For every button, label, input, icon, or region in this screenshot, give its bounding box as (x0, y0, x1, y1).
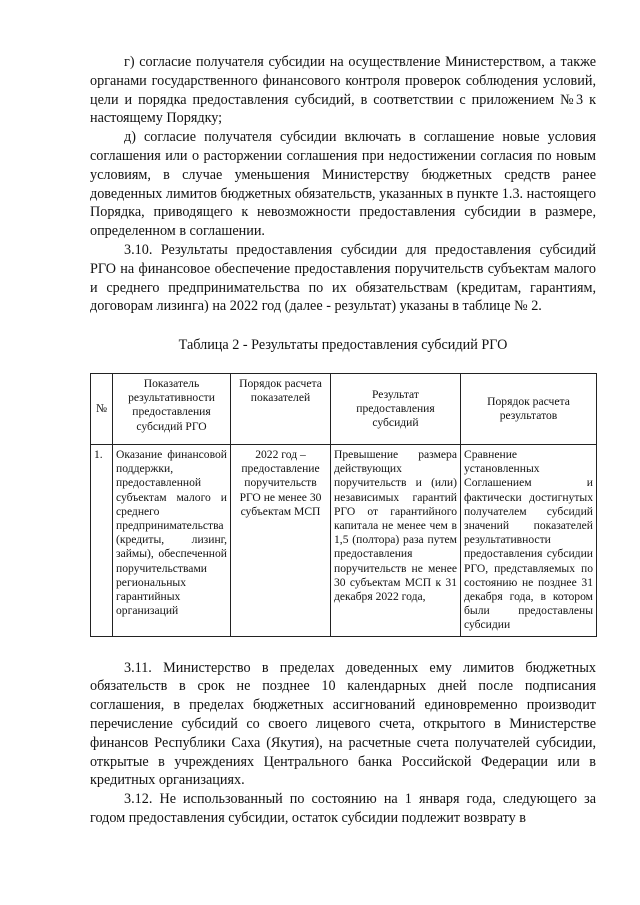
table-row (91, 444, 597, 636)
paragraph-3-11: 3.11. Министерство в пределах доведенных ему лимитов бюджетных обязательств в срок не позднее 10 календарных дней после подписания соглашения, в пределах бюджетных ассигнований единовременно производит перечисление субсидий со своего лицевого счета, открытого в Министерстве финансов Республики Саха (Якутия), на расчетные счета получателей субсидии, открытые в учреждениях Центрального банка Российской Федерации или в кредитных организациях. (90, 659, 596, 789)
cell-number: 1. (91, 444, 113, 636)
header-result-calc-order: Порядок расчета результатов (461, 373, 597, 444)
paragraph-d: д) согласие получателя субсидии включать в соглашение новые условия соглашения или о расторжении соглашения при недостижении согласия по новым условиям, в случае уменьшения Министерству бюджетных средств ранее доведенных лимитов бюджетных обязательств, указанных в пункте 1.3. настоящего Порядка, приводящего к невозможности предоставления субсидии в размере, определенном в соглашении. (90, 129, 596, 240)
document-page (90, 53, 596, 828)
cell-calc-order: 2022 год – предоставление поручительств РГО не менее 30 субъектам МСП (231, 444, 331, 636)
header-number: № (91, 373, 113, 444)
header-calc-order: Порядок расчета показателей (231, 373, 331, 444)
paragraph-3-12: 3.12. Не использованный по состоянию на 1 января года, следующего за годом предоставления субсидии, остаток субсидии подлежит возврату в (90, 791, 596, 826)
paragraph-g: г) согласие получателя субсидии на осуществление Министерством, а также органами государственного финансового контроля проверок соблюдения условий, цели и порядка предоставления субсидий, в соответствии с приложением №3 к настоящему Порядку; (90, 54, 596, 127)
cell-result: Превышение размера действующих поручительств и (или) независимых гарантий РГО от гарантийного капитала не менее чем в 1,5 (полтора) раза путем предоставления поручительств не менее 30 субъектам МСП к 31 декабря 2022 года, (331, 444, 461, 636)
header-indicator: Показатель результативности предоставления субсидий РГО (113, 373, 231, 444)
cell-indicator: Оказание финансовой поддержки, предоставленной субъектам малого и среднего предпринимательства (кредиты, лизинг, займы), обеспеченной поручительствами региональных гарантийных организаций (113, 444, 231, 636)
header-result: Результат предоставления субсидий (331, 373, 461, 444)
cell-result-calc-order: Сравнение установленных Соглашением и фактически достигнутых получателем субсидий значений показателей результативности предоставления субсидии РГО, представляемых по состоянию не позднее 31 декабря года, в котором были предоставлены субсидии (461, 444, 597, 636)
table-header-row (91, 373, 597, 444)
paragraph-3-10: 3.10. Результаты предоставления субсидии для предоставления субсидий РГО на финансовое обеспечение предоставления поручительств субъектам малого и среднего предпринимательства по их обязательствам (кредитам, гарантиям, договорам лизинга) на 2022 год (далее - результат) указаны в таблице № 2. (90, 241, 596, 315)
results-table (90, 373, 597, 637)
table-caption: Таблица 2 - Результаты предоставления субсидий РГО (178, 337, 508, 354)
